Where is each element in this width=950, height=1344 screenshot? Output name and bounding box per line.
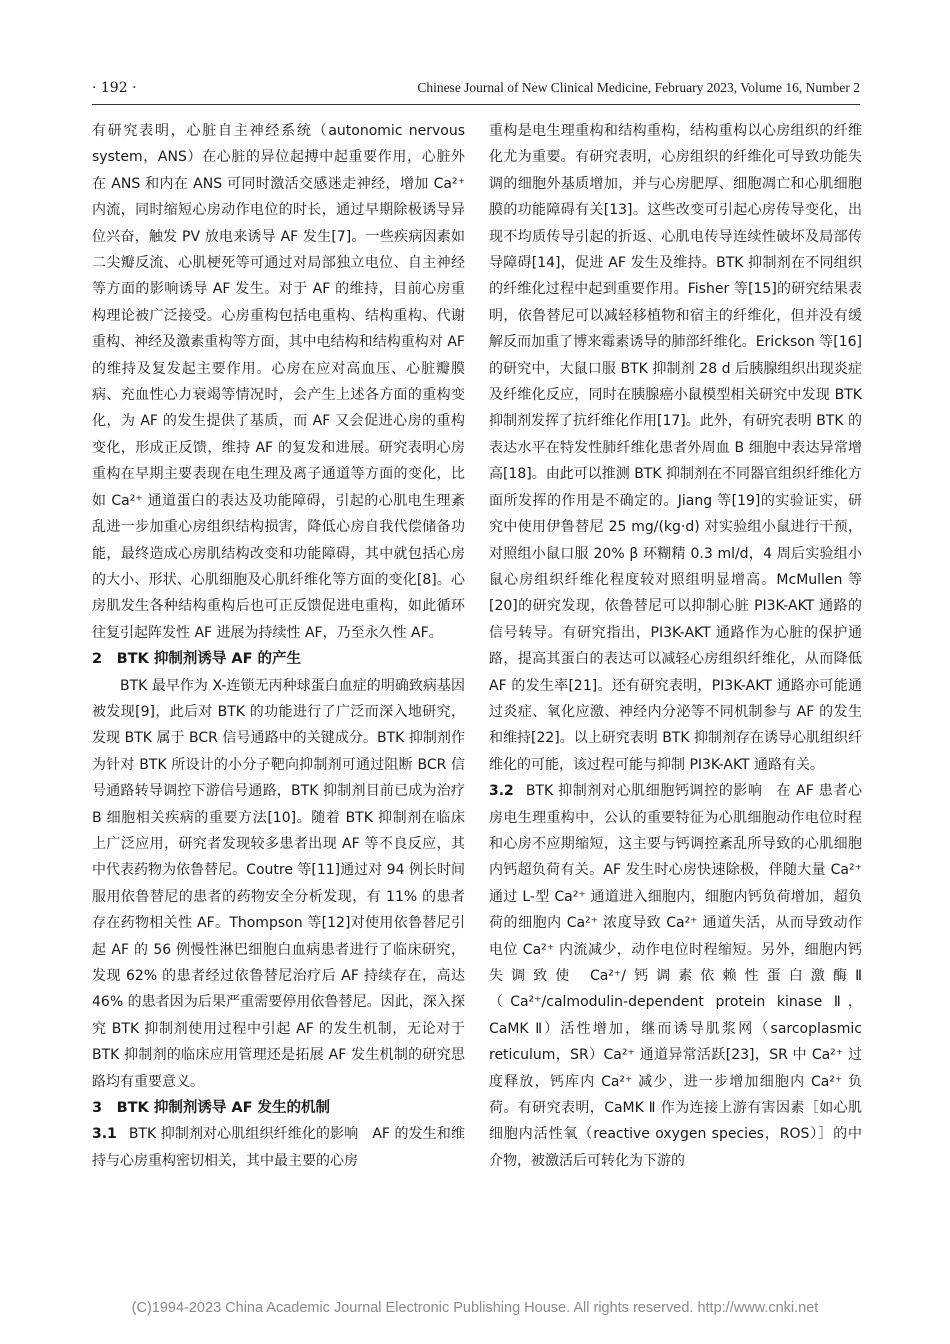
paragraph-ans: 有研究表明，心脏自主神经系统（autonomic nervous system，ANS）在心脏的异位起搏中起重要作用，心脏外在 ANS 和内在 ANS 可同时激活交感迷走神经，增加 Ca²⁺ 内流，同时缩短心房动作电位的时长，通过早期除极诱导异位兴奋，触发 PV 放电来诱导 AF 发生[7]。一些疾病因素如二尖瓣反流、心肌梗死等可通过对局部独立电位、自主神经等方面的影响诱导 AF 发生。对于 AF 的维持，目前心房重构理论被广泛接受。心房重构包括电重构、结构重构、代谢重构、神经及激素重构等方面，其中电结构和结构重构对 AF 的维持及复发起主要作用。心房在应对高血压、心脏瓣膜病、充血性心力衰竭等情况时，会产生上述各方面的重构变化，为 AF 的发生提供了基质，而 AF 又会促进心房的重构变化，形成正反馈，维持 AF 的复发和进展。研究表明心房重构在早期主要表现在电生理及离子通道等方面的变化，比如 Ca²⁺ 通道蛋白的表达及功能障碍，引起的心肌电生理紊乱进一步加重心房组织结构损害，降低心房自我代偿储备功能，最终造成心房肌结构改变和功能障碍，其中就包括心房的大小、形状、心肌细胞及心肌纤维化等方面的变化[8]。心房肌发生各种结构重构后也可正反馈促进电重构，如此循环往复引起阵发性 AF 进展为持续性 AF，乃至永久性 AF。 [92,123,465,641]
subsection-3-2-number: 3.2 [489,783,514,800]
subsection-3-1 [92,1121,465,1174]
subsection-3-2-title: BTK 抑制剂对心肌细胞钙调控的影响 [525,783,763,800]
subsection-3-2-text: 在 AF 患者心房电生理重构中，公认的重要特征为心肌细胞动作电位时程和心房不应期缩短，这主要与钙调控紊乱所导致的心肌细胞内钙超负荷有关。AF 发生时心房快速除极，伴随大量 Ca²⁺ 通过 L-型 Ca²⁺ 通道进入细胞内，细胞内钙负荷增加，超负荷的细胞内 Ca²⁺ 浓度导致 Ca²⁺ 通道失活，从而导致动作电位 Ca²⁺ 内流减少，动作电位时程缩短。另外，细胞内钙失调致使 Ca²⁺/钙调素依赖性蛋白激酶Ⅱ（Ca²⁺/calmodulin-dependent protein kinase Ⅱ，CaMK Ⅱ）活性增加，继而诱导肌浆网（sarcoplasmic reticulum，SR）Ca²⁺ 通道异常活跃[23]，SR 中 Ca²⁺ 过度释放，钙库内 Ca²⁺ 减少，进一步增加细胞内 Ca²⁺ 负荷。有研究表明，CaMK Ⅱ 作为连接上游有害因素［如心肌细胞内活性氧（reactive oxygen species，ROS）］的中介物，被激活后可转化为下游的 [489,783,862,1169]
subsection-3-1-title: BTK 抑制剂对心肌组织纤维化的影响 [128,1126,359,1143]
section-heading-2: 2 BTK 抑制剂诱导 AF 的产生 [92,651,302,668]
copyright-footer: (C)1994-2023 China Academic Journal Electronic Publishing House. All rights reserved. http://www.cnki.net [131,1300,819,1316]
right-column [489,118,862,1174]
journal-citation: Chinese Journal of New Clinical Medicine, February 2023, Volume 16, Number 2 [417,80,860,95]
paragraph-fibrosis: 重构是电生理重构和结构重构，结构重构以心房组织的纤维化尤为重要。有研究表明，心房组织的纤维化可导致功能失调的细胞外基质增加，并与心房肥厚、细胞凋亡和心肌细胞膜的功能障碍有关[13]。这些改变可引起心房传导变化，出现不均质传导引起的折返、心肌电传导连续性破坏及局部传导障碍[14]，促进 AF 发生及维持。BTK 抑制剂在不同组织的纤维化过程中起到重要作用。Fisher 等[15]的研究结果表明，依鲁替尼可以减轻移植物和宿主的纤维化，但并没有缓解反而加重了博来霉素诱导的肺部纤维化。Erickson 等[16]的研究中，大鼠口服 BTK 抑制剂 28 d 后胰腺组织出现炎症及纤维化反应，同时在胰腺癌小鼠模型相关研究中发现 BTK 抑制剂发挥了抗纤维化作用[17]。此外，有研究表明 BTK 的表达水平在特发性肺纤维化患者外周血 B 细胞中表达异常增高[18]。由此可以推测 BTK 抑制剂在不同器官组织纤维化方面所发挥的作用是不确定的。Jiang 等[19]的实验证实，研究中使用伊鲁替尼 25 mg/(kg·d) 对实验组小鼠进行干预，对照组小鼠口服 20% β 环糊精 0.3 ml/d，4 周后实验组小鼠心房组织纤维化程度较对照组明显增高。McMullen 等[20]的研究发现，依鲁替尼可以抑制心脏 PI3K-AKT 通路的信号转导。有研究指出，PI3K-AKT 通路作为心脏的保护通路，提高其蛋白的表达可以减轻心房组织纤维化，从而降低 AF 的发生率[21]。还有研究表明，PI3K-AKT 通路亦可能通过炎症、氧化应激、神经内分泌等不同机制参与 AF 的发生和维持[22]。以上研究表明 BTK 抑制剂存在诱导心肌组织纤维化的可能，该过程可能与抑制 PI3K-AKT 通路有关。 [489,123,862,773]
paragraph-btk-history: BTK 最早作为 X-连锁无丙种球蛋白血症的明确致病基因被发现[9]，此后对 BTK 的功能进行了广泛而深入地研究，发现 BTK 属于 BCR 信号通路中的关键成分。BTK 抑制剂作为针对 BTK 所设计的小分子靶向抑制剂可通过阻断 BCR 信号通路转导调控下游信号通路，BTK 抑制剂目前已成为治疗 B 细胞相关疾病的重要方法[10]。随着 BTK 抑制剂在临床上广泛应用，研究者发现较多患者出现 AF 等不良反应，其中代表药物为依鲁替尼。Coutre 等[11]通过对 94 例长时间服用依鲁替尼的患者的药物安全分析发现，有 11% 的患者存在药物相关性 AF。Thompson 等[12]对使用依鲁替尼引起 AF 的 56 例慢性淋巴细胞白血病患者进行了临床研究，发现 62% 的患者经过依鲁替尼治疗后 AF 持续存在，高达 46% 的患者因为后果严重需要停用依鲁替尼。因此，深入探究 BTK 抑制剂使用过程中引起 AF 的发生机制，无论对于 BTK 抑制剂的临床应用管理还是拓展 AF 发生机制的研究思路均有重要意义。 [92,677,465,1090]
left-column [92,118,465,1174]
running-header [92,80,860,102]
subsection-3-2 [489,778,862,1174]
section-heading-3: 3 BTK 抑制剂诱导 AF 发生的机制 [92,1100,331,1117]
header-rule [92,104,860,105]
subsection-3-1-text: AF 的发生和维持与心房重构密切相关，其中最主要的心房 [92,1126,465,1169]
subsection-3-1-number: 3.1 [92,1126,117,1143]
page-number: · 192 · [92,80,137,96]
